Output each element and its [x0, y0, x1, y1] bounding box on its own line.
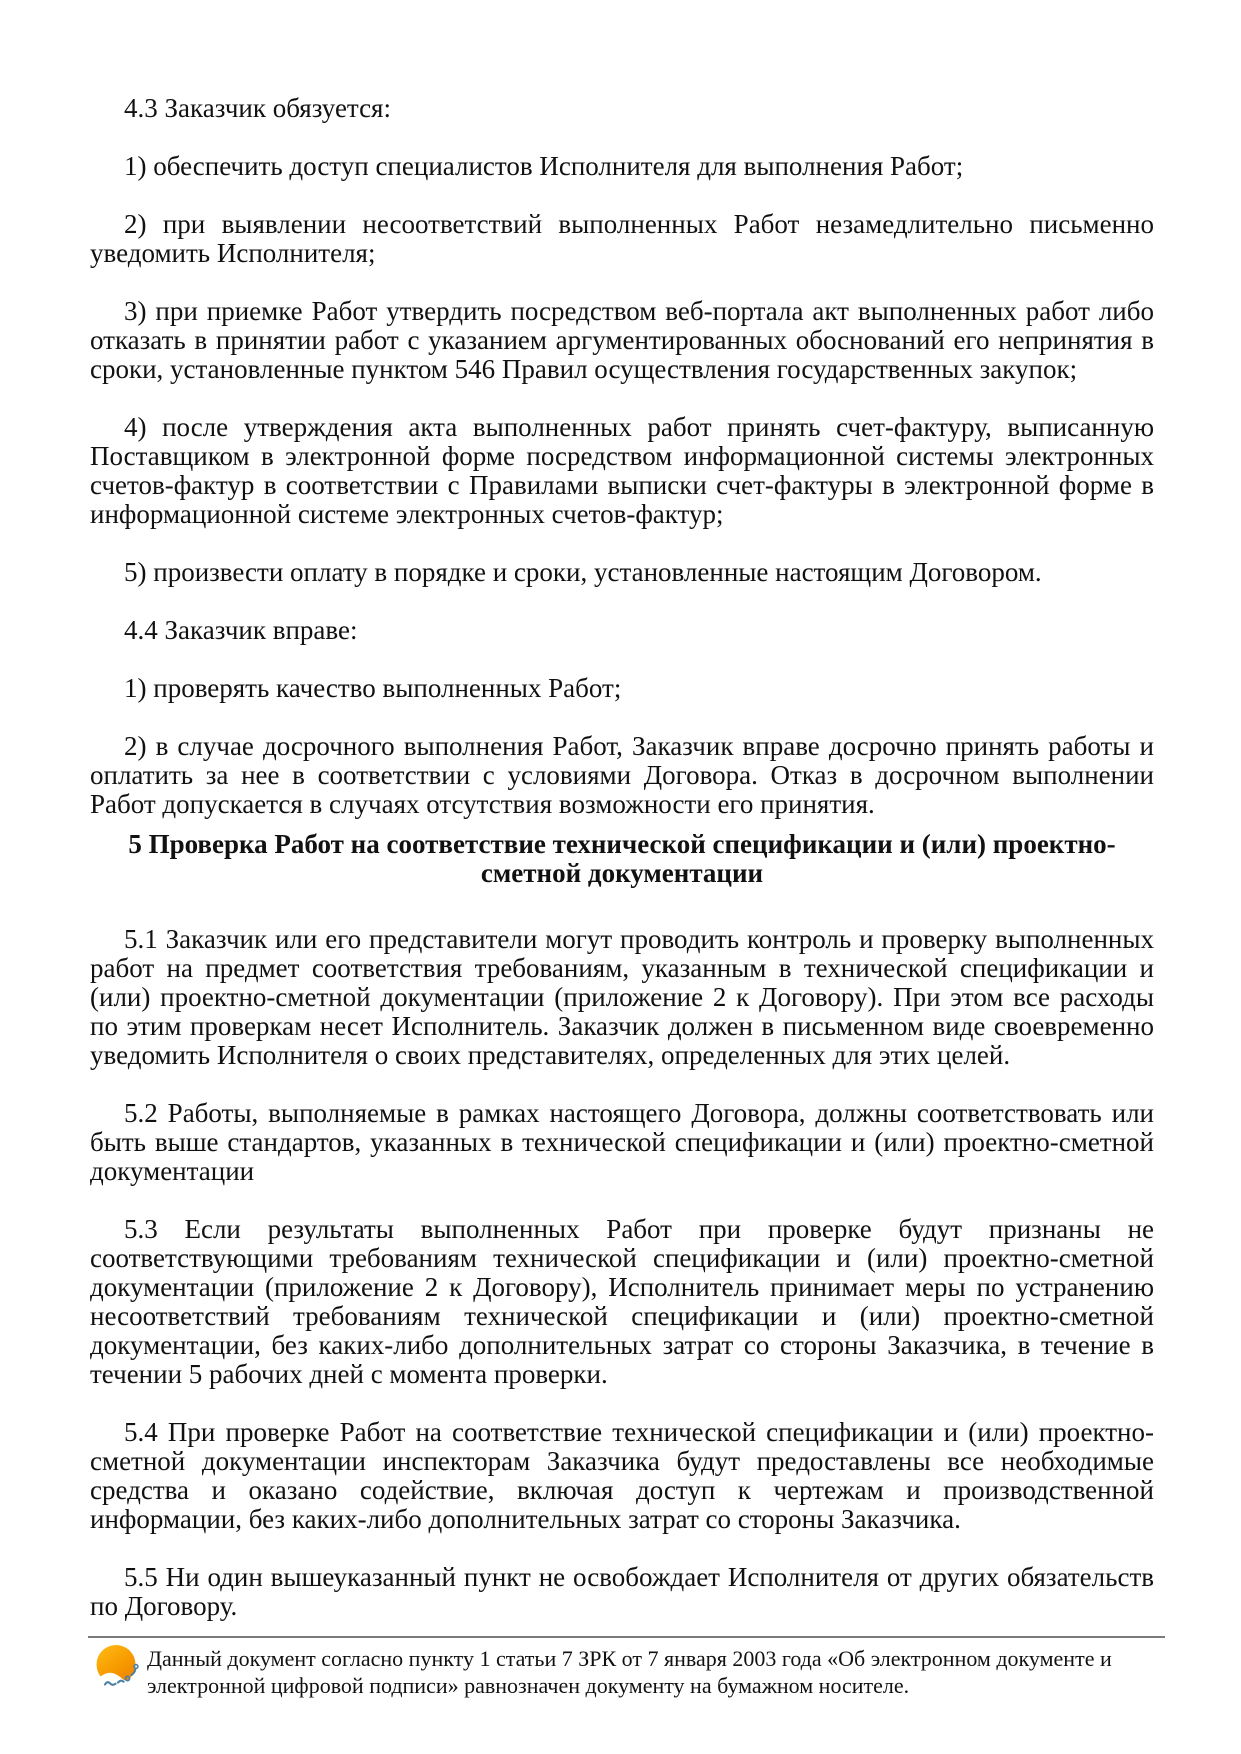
contract-body: [90, 94, 1154, 1621]
clause-4-3-item-3: 3) при приемке Работ утвердить посредством веб-портала акт выполненных работ либо отказать в принятии работ с указанием аргументированных обоснований его непринятия в сроки, установленные пунктом 546 Правил осуществления государственных закупок;: [90, 296, 1154, 384]
esign-footer: [88, 1636, 1165, 1699]
clause-4-4-item-1: 1) проверять качество выполненных Работ;: [124, 673, 622, 703]
clause-4-3-item-5: 5) произвести оплату в порядке и сроки, установленные настоящим Договором.: [124, 557, 1042, 587]
esign-note: [147, 1643, 1112, 1699]
clause-5-1: 5.1 Заказчик или его представители могут проводить контроль и проверку выполненных работ на предмет соответствия требованиям, указанным в технической спецификации и (или) проектно-сметной документации (приложение 2 к Договору). При этом все расходы по этим проверкам несет Исполнитель. Заказчик должен в письменном виде своевременно уведомить Исполнителя о своих представителях, определенных для этих целей.: [90, 924, 1154, 1070]
section-5-heading: 5 Проверка Работ на соответствие технической спецификации и (или) проектно-сметной документации: [128, 829, 1116, 888]
egov-signature-icon: [93, 1644, 141, 1692]
clause-4-3-item-4: 4) после утверждения акта выполненных работ принять счет-фактуру, выписанную Поставщиком в электронной форме посредством информационной системы электронных счетов-фактур в соответствии с Правилами выписки счет-фактуры в электронной форме в информационной системе электронных счетов-фактур;: [90, 412, 1154, 529]
clause-4-3-item-2: 2) при выявлении несоответствий выполненных Работ незамедлительно письменно уведомить Исполнителя;: [90, 209, 1154, 268]
clause-5-2: 5.2 Работы, выполняемые в рамках настоящего Договора, должны соответствовать или быть выше стандартов, указанных в технической спецификации и (или) проектно-сметной документации: [90, 1098, 1154, 1186]
esign-note-line: электронной цифровой подписи» равнозначен документу на бумажном носителе.: [147, 1673, 910, 1698]
clause-4-3-item-1: 1) обеспечить доступ специалистов Исполнителя для выполнения Работ;: [124, 151, 964, 181]
clause-4-4-item-2: 2) в случае досрочного выполнения Работ, Заказчик вправе досрочно принять работы и оплатить за нее в соответствии с условиями Договора. Отказ в досрочном выполнении Работ допускается в случаях отсутствия возможности его принятия.: [90, 731, 1154, 819]
clause-5-3: 5.3 Если результаты выполненных Работ при проверке будут признаны не соответствующими требованиям технической спецификации и (или) проектно-сметной документации (приложение 2 к Договору), Исполнитель принимает меры по устранению несоответствий требованиям технической спецификации и (или) проектно-сметной документации, без каких-либо дополнительных затрат со стороны Заказчика, в течение в течении 5 рабочих дней с момента проверки.: [90, 1214, 1154, 1389]
esign-note-line: Данный документ согласно пункту 1 статьи 7 ЗРК от 7 января 2003 года «Об электронном документе и: [147, 1646, 1112, 1671]
clause-5-4: 5.4 При проверке Работ на соответствие технической спецификации и (или) проектно-сметной документации инспекторам Заказчика будут предоставлены все необходимые средства и оказано содействие, включая доступ к чертежам и производственной информации, без каких-либо дополнительных затрат со стороны Заказчика.: [90, 1417, 1154, 1534]
clause-4-4: 4.4 Заказчик вправе:: [124, 615, 358, 645]
clause-5-5: 5.5 Ни один вышеуказанный пункт не освобождает Исполнителя от других обязательств по Договору.: [90, 1562, 1154, 1621]
clause-4-3: 4.3 Заказчик обязуется:: [124, 93, 391, 123]
